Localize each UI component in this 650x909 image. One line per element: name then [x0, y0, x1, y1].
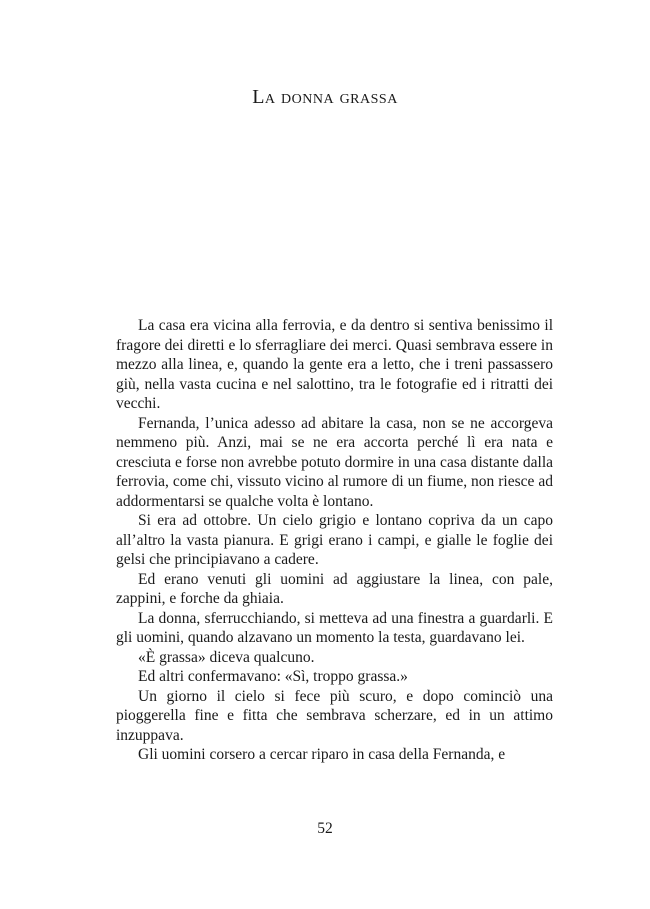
chapter-title: La donna grassa: [252, 86, 398, 108]
paragraph: Ed altri confermavano: «Sì, troppo grassa.»: [138, 668, 408, 685]
paragraph: Gli uomini corsero a cercar riparo in casa della Fernanda, e: [138, 746, 506, 763]
body-text: [116, 316, 553, 765]
paragraph: Si era ad ottobre. Un cielo grigio e lontano copriva da un capo all’altro la vasta pianura. E grigi erano i campi, e gialle le foglie dei gelsi che principiavano a cadere.: [116, 512, 553, 568]
paragraph: La casa era vicina alla ferrovia, e da dentro si sentiva benissimo il fragore dei diretti e lo sferragliare dei merci. Quasi sembrava essere in mezzo alla linea, e, quando la gente era a letto, che i treni passassero giù, nella vasta cucina e nel salottino, tra le fotografie ed i ritratti dei vecchi.: [116, 317, 553, 412]
paragraph: Fernanda, l’unica adesso ad abitare la casa, non se ne accorgeva nemmeno più. Anzi, mai se ne era accorta perché lì era nata e cresciuta e forse non avrebbe potuto dormire in una casa distante dalla ferrovia, come chi, vissuto vicino al rumore di un fiume, non riesce ad addormentarsi se qualche volta è lontano.: [116, 414, 553, 510]
page-number: 52: [317, 820, 333, 837]
paragraph: La donna, sferrucchiando, si metteva ad una finestra a guardarli. E gli uomini, quando alzavano un momento la testa, guardavano lei.: [116, 609, 553, 646]
paragraph: Ed erano venuti gli uomini ad aggiustare la linea, con pale, zappini, e forche da ghiaia.: [116, 570, 553, 607]
paragraph: Un giorno il cielo si fece più scuro, e dopo cominciò una pioggerella fine e fitta che sembrava scherzare, ed in un attimo inzuppava.: [116, 687, 553, 744]
paragraph: «È grassa» diceva qualcuno.: [138, 648, 315, 666]
